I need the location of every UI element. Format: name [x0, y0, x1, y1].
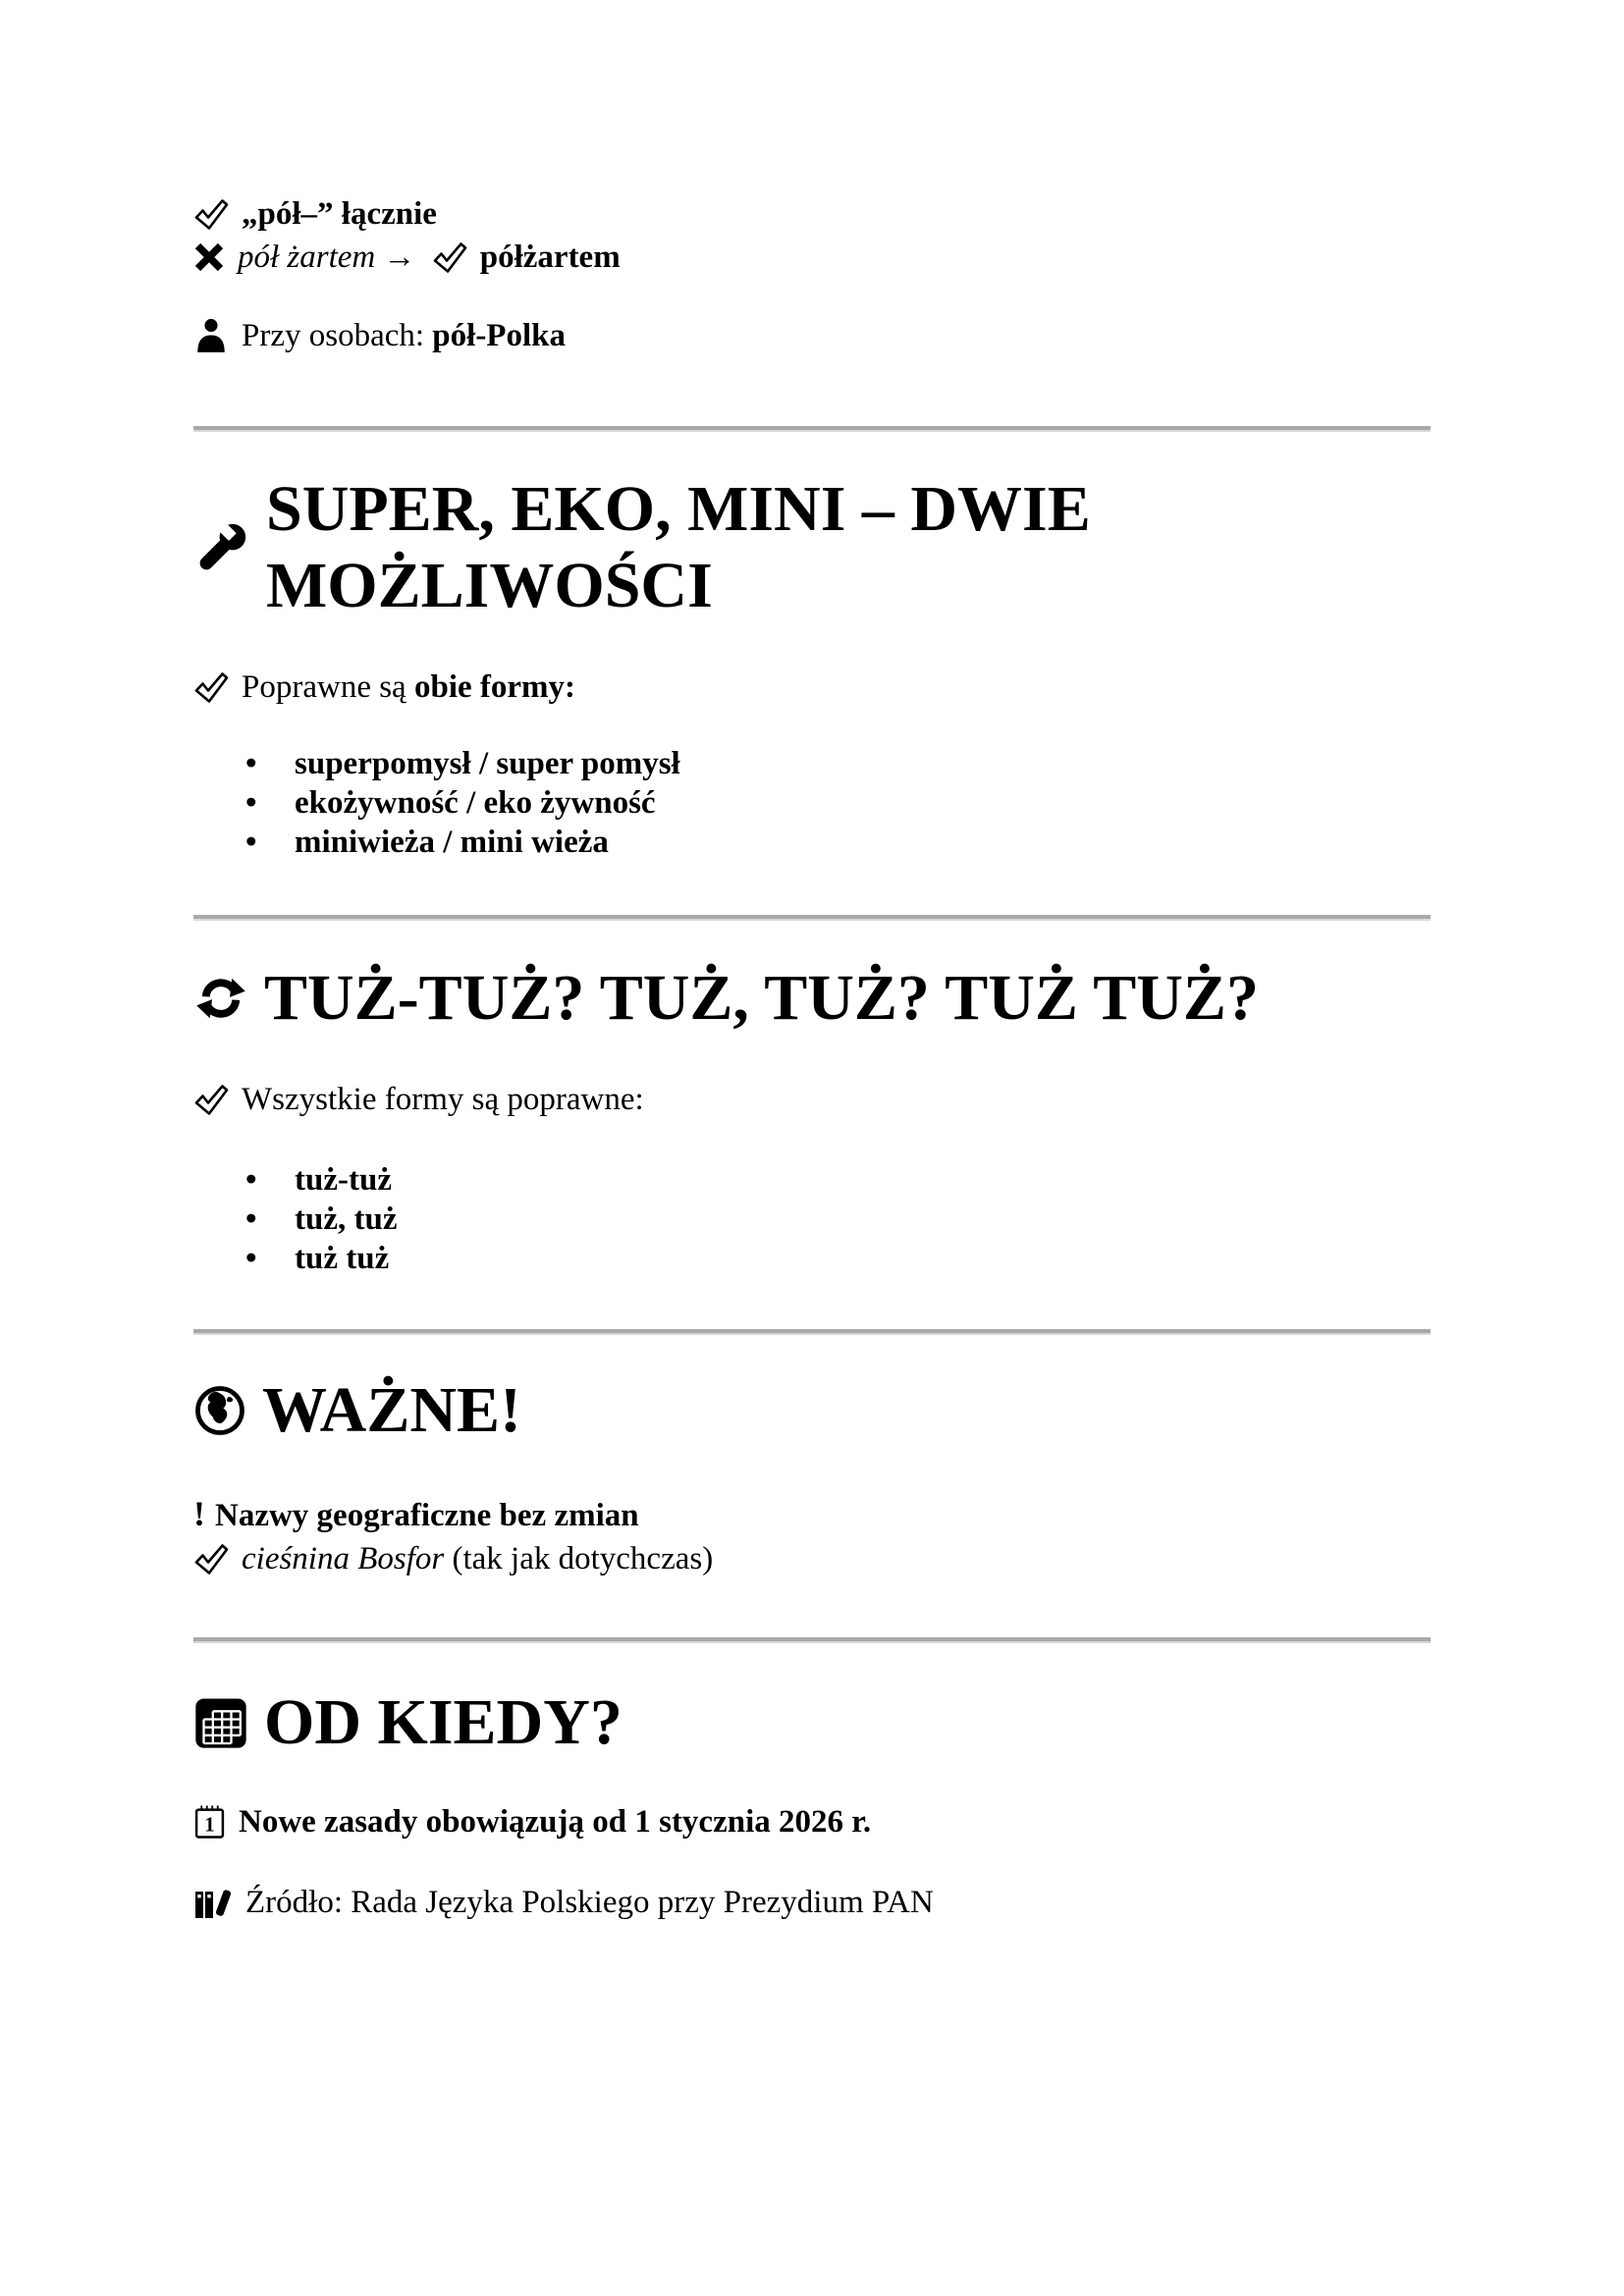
- calendar-icon: [193, 1695, 248, 1750]
- super-forms-list: [193, 744, 1431, 862]
- heading-super-eko-mini: [193, 471, 1431, 624]
- heading-tuz-text: TUŻ-TUŻ? TUŻ, TUŻ? TUŻ TUŻ?: [264, 962, 1259, 1034]
- super-intro-bold: obie formy:: [413, 669, 576, 705]
- geographic-note: [193, 1492, 1431, 1580]
- tuz-intro-text: Wszystkie formy są poprawne:: [242, 1082, 644, 1117]
- list-item-text: tuż, tuż: [295, 1201, 398, 1237]
- super-intro-line: [193, 666, 1431, 709]
- books-icon: [193, 1885, 233, 1920]
- geo-example-italic: cieśnina Bosfor: [242, 1541, 445, 1576]
- persons-value: pół-Polka: [432, 318, 566, 353]
- effective-date-line: [193, 1800, 1431, 1843]
- tuz-intro-line: [193, 1078, 1431, 1121]
- heading-wazne: [193, 1372, 1431, 1449]
- heading-wazne-text: WAŻNE!: [262, 1374, 522, 1446]
- list-item: [193, 783, 1431, 823]
- rule-pol-text: „pół–” łącznie: [242, 196, 437, 232]
- person-icon: [193, 317, 229, 354]
- list-item-text: tuż-tuż: [295, 1162, 392, 1198]
- refresh-arrows-icon: [193, 972, 248, 1025]
- rule-pol-line2: [193, 236, 1431, 279]
- list-item: [193, 1200, 1431, 1239]
- tuz-forms-list: [193, 1160, 1431, 1278]
- list-item: [193, 1160, 1431, 1200]
- globe-icon: [193, 1384, 246, 1437]
- wrong-form-text: pół żartem: [238, 240, 376, 275]
- effective-date-text: Nowe zasady obowiązują od 1 stycznia 2026 r.: [239, 1804, 872, 1840]
- section-divider: [193, 426, 1431, 432]
- persons-label: Przy osobach:: [242, 318, 433, 353]
- list-item-text: tuż tuż: [295, 1241, 390, 1276]
- check-icon: [193, 671, 229, 704]
- heading-super-text: SUPER, EKO, MINI – DWIE MOŻLIWOŚCI: [266, 473, 1091, 621]
- check-icon: [193, 1084, 229, 1116]
- geo-example-rest: (tak jak dotychczas): [444, 1541, 714, 1576]
- cross-icon: [193, 241, 225, 273]
- source-line: [193, 1881, 1431, 1924]
- correct-form-text: półżartem: [479, 240, 621, 275]
- list-item: [193, 823, 1431, 862]
- persons-line: [193, 314, 1431, 357]
- geo-note-text: Nazwy geograficzne bez zmian: [215, 1498, 639, 1533]
- section-divider: [193, 915, 1431, 921]
- section-divider: [193, 1637, 1431, 1643]
- check-icon: [193, 198, 229, 231]
- heading-tuz-tuz: [193, 960, 1431, 1037]
- heading-od-kiedy-text: OD KIEDY?: [264, 1686, 623, 1758]
- check-icon: [193, 1543, 229, 1575]
- list-item-text: miniwieża / mini wieża: [295, 825, 609, 860]
- rule-pol-line1: [193, 192, 1431, 236]
- section-divider: [193, 1329, 1431, 1335]
- wrench-icon: [193, 519, 250, 576]
- exclamation-mark: !: [193, 1494, 205, 1533]
- list-item-text: superpomysł / super pomysł: [295, 746, 680, 781]
- super-intro-normal: Poprawne są: [242, 669, 414, 705]
- heading-od-kiedy: [193, 1684, 1431, 1761]
- source-text: Źródło: Rada Języka Polskiego przy Prezydium PAN: [245, 1885, 934, 1920]
- list-item: [193, 744, 1431, 783]
- check-icon: [432, 241, 467, 274]
- list-item-text: ekożywność / eko żywność: [295, 785, 656, 821]
- spiral-calendar-icon: [193, 1803, 226, 1841]
- list-item: [193, 1239, 1431, 1278]
- arrow-glyph: →: [383, 240, 416, 275]
- mini-calendar-digit: 1: [204, 1814, 215, 1837]
